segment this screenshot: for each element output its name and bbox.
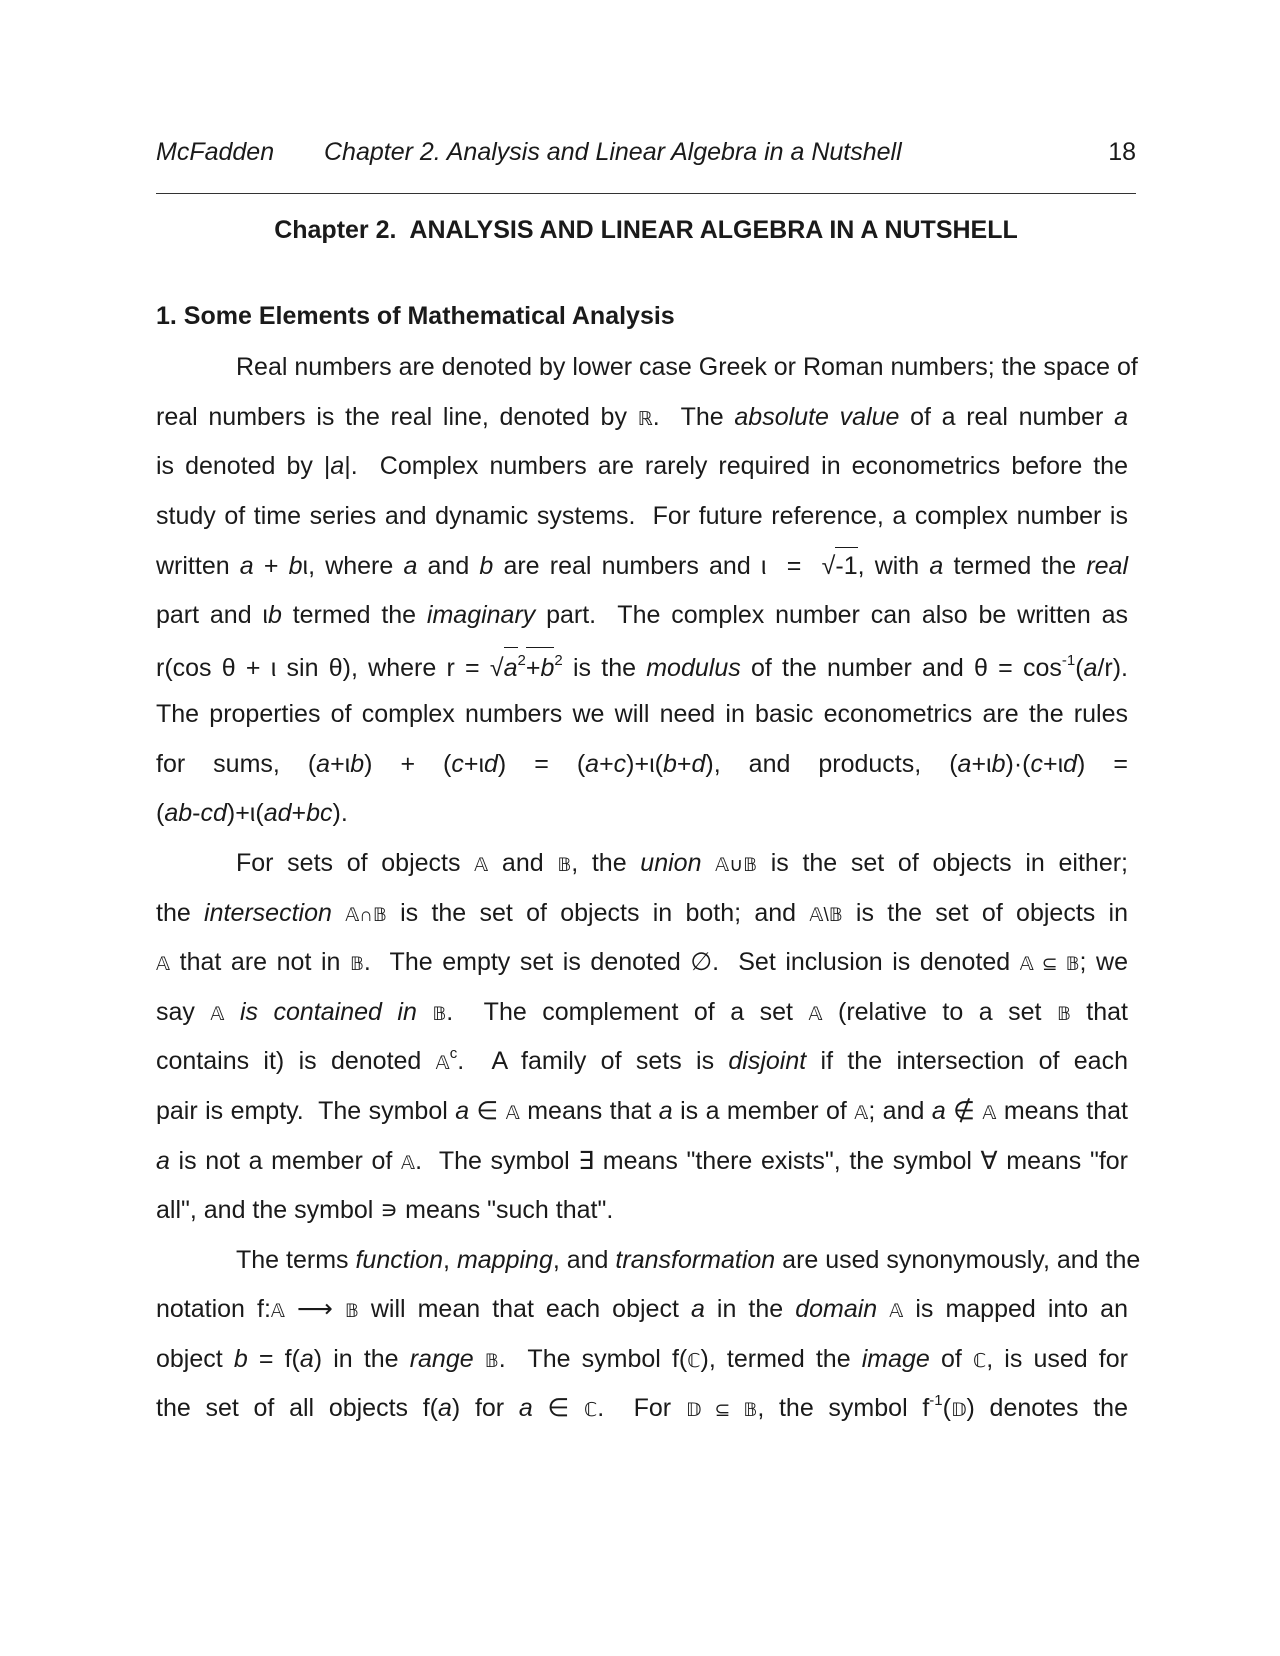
- text-segment: . The empty set is denoted ∅. Set inclusion is denoted: [363, 948, 1020, 977]
- text-line: [156, 399, 1128, 449]
- text-segment: all", and the symbol ∍ means "such that".: [156, 1196, 614, 1225]
- text-line: [156, 647, 1128, 697]
- text-segment: ) for: [451, 1394, 519, 1423]
- text-segment: b: [350, 749, 365, 778]
- text-line: [156, 1043, 1128, 1093]
- text-segment: a: [455, 1096, 470, 1125]
- text-line: [156, 944, 1128, 994]
- text-segment: ) + (: [364, 749, 452, 778]
- text-segment: 𝔻: [950, 1400, 967, 1422]
- text-segment: ), termed the: [700, 1344, 862, 1373]
- text-segment: means that: [996, 1096, 1128, 1125]
- text-segment: of a real number: [899, 402, 1115, 431]
- text-segment: a: [658, 1096, 673, 1125]
- text-segment: +: [291, 799, 307, 828]
- text-segment: pair is empty. The symbol: [156, 1096, 456, 1125]
- text-line: [156, 1341, 1128, 1391]
- text-segment: 𝔸: [474, 854, 489, 876]
- text-segment: that: [1070, 997, 1129, 1026]
- header-author: McFadden: [156, 138, 275, 166]
- text-segment: function: [355, 1245, 444, 1274]
- text-segment: are used synonymously, and the: [775, 1245, 1141, 1274]
- text-segment: a: [504, 647, 518, 686]
- text-segment: d: [1063, 749, 1078, 778]
- text-segment: a: [585, 749, 600, 778]
- text-line: [156, 795, 1128, 845]
- text-segment: 𝔸: [889, 1301, 904, 1323]
- text-segment: +: [253, 552, 289, 581]
- text-segment: (: [156, 799, 165, 828]
- text-segment: is not a member of: [169, 1146, 401, 1175]
- text-segment: ι, where: [302, 552, 404, 581]
- text-segment: ).: [332, 799, 348, 828]
- text-segment: 𝔸∩𝔹: [345, 904, 387, 926]
- text-segment: For sets of objects: [236, 848, 475, 877]
- text-segment: for sums, (: [156, 749, 317, 778]
- text-segment: The properties of complex numbers we will need in basic econometrics are the rules: [156, 700, 1128, 729]
- text-segment: 𝔸: [400, 1152, 416, 1174]
- text-segment: a: [1114, 402, 1128, 431]
- text-segment: transformation: [615, 1245, 776, 1274]
- text-segment: is denoted by: [156, 452, 324, 481]
- text-segment: a: [239, 552, 254, 581]
- text-segment: ; and: [868, 1096, 932, 1125]
- text-segment: real numbers is the real line, denoted by: [156, 402, 638, 431]
- text-segment: of: [929, 1344, 973, 1373]
- text-segment: image: [861, 1344, 930, 1373]
- text-segment: range: [409, 1344, 474, 1373]
- text-segment: -1: [1061, 651, 1076, 669]
- text-segment: ab: [164, 799, 193, 828]
- text-segment: -1: [835, 547, 857, 584]
- text-line: [156, 1291, 1128, 1341]
- text-segment: (: [942, 1394, 951, 1423]
- text-segment: 2: [517, 651, 526, 669]
- text-segment: notation f:: [156, 1295, 271, 1324]
- text-line: [156, 1093, 1128, 1143]
- text-line: [156, 994, 1128, 1044]
- text-segment: +ι: [463, 749, 485, 778]
- text-segment: ℝ: [637, 408, 653, 430]
- text-segment: of the number and θ = cos: [740, 653, 1062, 682]
- text-segment: [332, 895, 345, 931]
- text-line: [156, 696, 1128, 746]
- text-segment: , the symbol f: [757, 1394, 930, 1423]
- text-segment: ∈: [532, 1394, 584, 1423]
- text-segment: 𝔸: [156, 954, 171, 976]
- text-line: [156, 1143, 1128, 1193]
- running-header: [156, 138, 1136, 174]
- text-segment: c: [613, 749, 627, 778]
- text-segment: )·(: [1005, 749, 1031, 778]
- text-segment: b: [991, 749, 1006, 778]
- header-chapter: Chapter 2. Analysis and Linear Algebra in a Nutshell: [324, 138, 902, 166]
- text-segment: a: [929, 552, 944, 581]
- text-segment: a: [931, 1096, 946, 1125]
- text-segment: . The symbol ∃ means "there exists", the symbol ∀ means "for: [415, 1146, 1128, 1175]
- text-segment: 𝔻 ⊆ 𝔹: [685, 1400, 758, 1422]
- text-segment: union: [640, 848, 702, 877]
- body-text: [156, 349, 1141, 1440]
- text-line: [156, 597, 1128, 647]
- text-line: [156, 547, 1128, 597]
- text-segment: ), and products, (: [705, 749, 958, 778]
- text-segment: intersection: [204, 898, 332, 927]
- text-segment: ℂ: [583, 1400, 598, 1422]
- text-segment: are real numbers and ι = √: [493, 552, 836, 581]
- text-line: [156, 349, 1138, 399]
- text-segment: 𝔸: [435, 1053, 450, 1075]
- section-title: 1. Some Elements of Mathematical Analysis: [156, 302, 675, 330]
- text-segment: disjoint: [728, 1047, 807, 1076]
- text-segment: c: [451, 749, 464, 778]
- text-segment: in the: [704, 1295, 796, 1324]
- text-segment: 𝔸: [808, 1003, 823, 1025]
- text-segment: is mapped into an: [903, 1295, 1128, 1324]
- text-segment: 𝔹: [484, 1350, 499, 1372]
- text-segment: Real numbers are denoted by lower case Greek or Roman numbers; the space of: [236, 353, 1138, 381]
- text-segment: b: [662, 749, 677, 778]
- text-segment: [224, 994, 239, 1030]
- text-segment: +ι: [1042, 749, 1064, 778]
- text-segment: . The complement of a set: [446, 997, 809, 1026]
- text-segment: and: [488, 848, 558, 877]
- text-line: [156, 498, 1128, 548]
- text-segment: (relative to a set: [822, 997, 1057, 1026]
- text-segment: +: [526, 647, 541, 686]
- text-line: [156, 1390, 1128, 1440]
- text-segment: study of time series and dynamic systems. For future reference, a complex number is: [156, 501, 1128, 530]
- text-segment: absolute value: [734, 402, 900, 431]
- text-segment: ∈: [469, 1096, 506, 1125]
- text-segment: c: [1030, 749, 1043, 778]
- text-segment: +: [599, 749, 614, 778]
- text-segment: b: [288, 552, 303, 581]
- text-segment: . Complex numbers are rarely required in econometrics before the: [350, 452, 1128, 481]
- text-segment: b: [267, 600, 282, 629]
- text-segment: 2: [554, 651, 563, 669]
- text-segment: modulus: [646, 653, 741, 682]
- text-segment: ∉: [945, 1096, 983, 1125]
- text-segment: object: [156, 1344, 234, 1373]
- text-segment: ad: [263, 799, 292, 828]
- text-segment: a: [957, 749, 972, 778]
- text-segment: 𝔹: [1056, 1003, 1071, 1025]
- text-segment: 𝔹: [432, 1003, 447, 1025]
- text-segment: termed the: [281, 600, 427, 629]
- text-segment: a: [156, 1146, 170, 1175]
- text-segment: |: [344, 452, 351, 481]
- text-segment: 𝔸: [505, 1102, 520, 1124]
- text-segment: , with: [857, 552, 930, 581]
- text-segment: is contained in: [239, 997, 417, 1026]
- text-segment: ℂ: [972, 1350, 987, 1372]
- text-segment: is the set of objects in: [842, 898, 1128, 927]
- text-line: [156, 845, 1128, 895]
- text-segment: bc: [306, 799, 333, 828]
- text-segment: a: [518, 1394, 533, 1423]
- text-segment: a: [690, 1295, 705, 1324]
- text-segment: ) =: [1077, 749, 1128, 778]
- text-segment: [877, 1291, 889, 1327]
- text-segment: a: [330, 452, 345, 481]
- text-segment: d: [691, 749, 706, 778]
- text-segment: real: [1086, 552, 1129, 581]
- text-segment: [417, 994, 432, 1030]
- text-segment: . The symbol f(: [498, 1344, 688, 1373]
- text-line: [156, 895, 1128, 945]
- text-segment: the set of all objects f(: [156, 1394, 439, 1423]
- text-segment: 𝔸\𝔹: [809, 904, 843, 926]
- text-segment: +ι: [971, 749, 992, 778]
- text-segment: b: [540, 647, 554, 686]
- text-segment: The terms: [236, 1245, 356, 1274]
- text-segment: say: [156, 997, 211, 1026]
- text-segment: b: [233, 1344, 248, 1373]
- text-segment: d: [484, 749, 498, 778]
- text-segment: +: [676, 749, 692, 778]
- header-rule: [156, 193, 1136, 194]
- text-segment: is the set of objects in both; and: [386, 898, 810, 927]
- text-segment: ⟶: [284, 1295, 345, 1324]
- text-segment: )+ι(: [226, 799, 264, 828]
- text-segment: , is used for: [986, 1344, 1128, 1373]
- text-segment: 𝔸: [854, 1102, 869, 1124]
- text-segment: ) in the: [313, 1344, 410, 1373]
- text-segment: 𝔸: [210, 1003, 225, 1025]
- text-segment: mapping: [456, 1245, 553, 1274]
- text-segment: (: [1075, 653, 1084, 682]
- text-segment: a: [316, 749, 331, 778]
- text-segment: is the set of objects in either;: [757, 848, 1128, 877]
- text-segment: termed the: [943, 552, 1087, 581]
- text-segment: means that: [519, 1096, 659, 1125]
- text-segment: r(cos θ + ι sin θ), where r = √: [156, 653, 504, 682]
- text-segment: /r).: [1097, 653, 1128, 682]
- text-segment: 𝔸: [982, 1102, 997, 1124]
- text-segment: 𝔹: [344, 1301, 359, 1323]
- text-segment: will mean that each object: [358, 1295, 691, 1324]
- text-segment: )+ι(: [626, 749, 663, 778]
- chapter-title: Chapter 2. ANALYSIS AND LINEAR ALGEBRA IN A NUTSHELL: [274, 216, 1018, 244]
- text-segment: . A family of sets is: [457, 1047, 729, 1076]
- text-segment: -1: [929, 1392, 943, 1410]
- text-segment: . For: [597, 1394, 686, 1423]
- text-segment: 𝔸 ⊆ 𝔹: [1019, 954, 1080, 976]
- text-segment: domain: [795, 1295, 878, 1324]
- text-segment: , and: [552, 1245, 616, 1274]
- text-line: [156, 746, 1128, 796]
- text-segment: +ι: [330, 749, 351, 778]
- text-segment: -: [192, 799, 201, 828]
- text-segment: , the: [571, 848, 641, 877]
- text-segment: is the: [562, 653, 647, 682]
- text-segment: c: [449, 1045, 458, 1063]
- text-line: [156, 448, 1128, 498]
- text-segment: ) denotes the: [966, 1394, 1128, 1423]
- text-segment: contains it) is denoted: [156, 1047, 436, 1076]
- text-segment: 𝔸∪𝔹: [715, 854, 758, 876]
- text-segment: a: [438, 1394, 452, 1423]
- text-segment: a: [1083, 653, 1098, 682]
- text-segment: 𝔸: [270, 1301, 285, 1323]
- text-segment: cd: [200, 799, 227, 828]
- text-segment: 𝔹: [557, 854, 572, 876]
- text-segment: [474, 1341, 485, 1377]
- text-segment: that are not in: [170, 948, 351, 977]
- text-segment: part. The complex number can also be written as: [535, 600, 1128, 629]
- text-segment: imaginary: [426, 600, 536, 629]
- text-segment: b: [479, 552, 494, 581]
- text-segment: 𝔹: [350, 954, 364, 976]
- text-segment: a: [403, 552, 418, 581]
- text-segment: ) = (: [497, 749, 586, 778]
- text-segment: written: [156, 552, 240, 581]
- text-segment: . The: [652, 402, 735, 431]
- page-number: 18: [1108, 138, 1136, 166]
- text-line: [156, 1192, 1128, 1242]
- text-segment: the: [156, 898, 205, 927]
- text-segment: and: [417, 552, 480, 581]
- text-segment: if the intersection of each: [806, 1047, 1128, 1076]
- text-segment: is a member of: [672, 1096, 855, 1125]
- text-segment: ; we: [1079, 948, 1128, 977]
- text-segment: part and ι: [156, 600, 268, 629]
- text-segment: [701, 845, 715, 881]
- text-segment: ,: [443, 1245, 457, 1274]
- text-segment: |: [323, 452, 331, 481]
- text-segment: ℂ: [687, 1350, 701, 1372]
- text-segment: a: [299, 1344, 314, 1373]
- text-segment: = f(: [247, 1344, 300, 1373]
- text-line: [156, 1242, 1141, 1292]
